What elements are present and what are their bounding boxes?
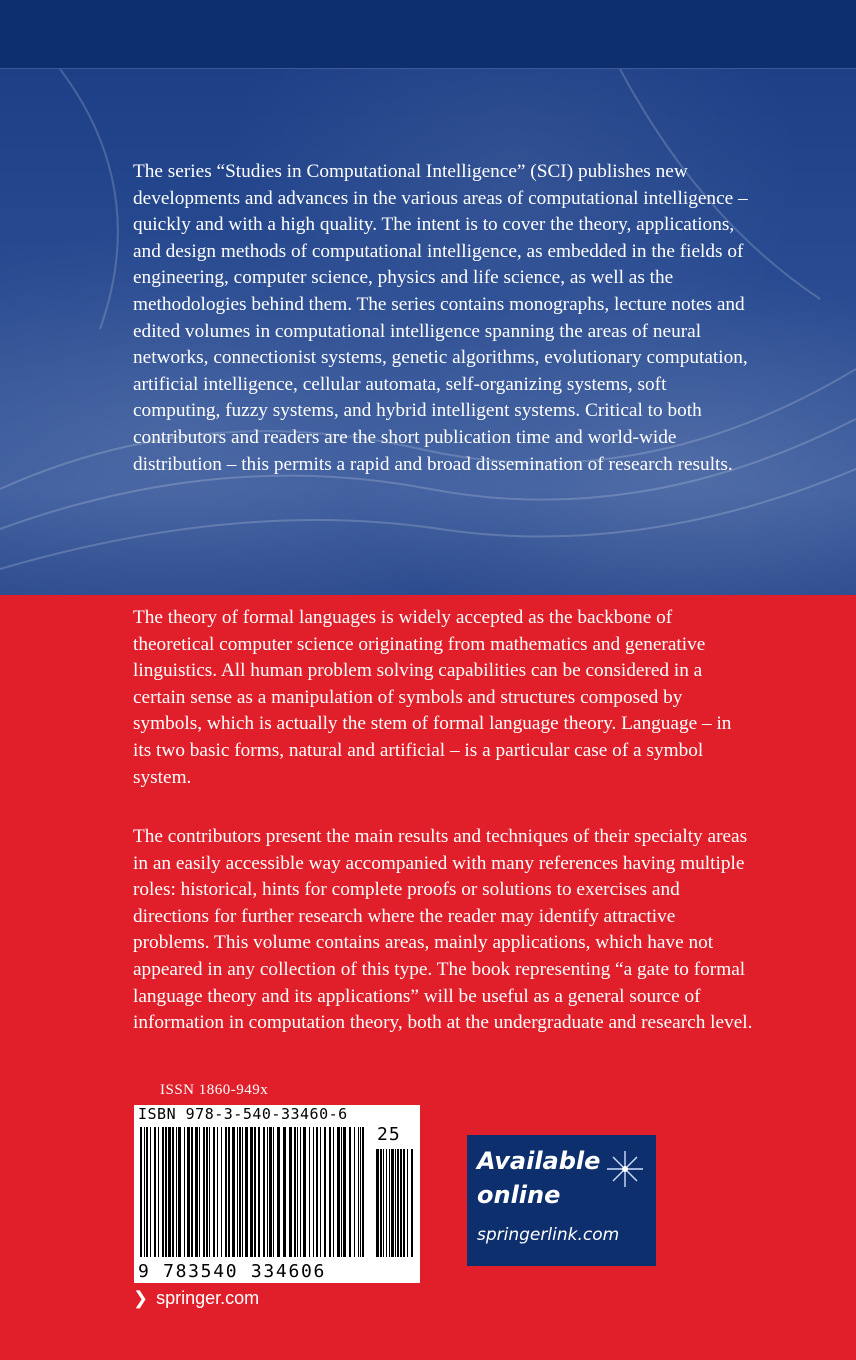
barcode-bar bbox=[250, 1127, 253, 1257]
barcode-bar bbox=[150, 1127, 151, 1257]
barcode-addon: 25 bbox=[377, 1124, 401, 1145]
barcode-bar bbox=[269, 1127, 272, 1257]
barcode-bar bbox=[329, 1127, 331, 1257]
isbn-barcode bbox=[134, 1105, 420, 1283]
badge-line-1: Available bbox=[477, 1147, 601, 1175]
barcode-bar bbox=[277, 1127, 280, 1257]
barcode-bar bbox=[303, 1127, 306, 1257]
issn-label: ISSN 1860-949x bbox=[160, 1082, 269, 1098]
barcode-bar bbox=[258, 1127, 260, 1257]
available-online-badge[interactable] bbox=[467, 1135, 656, 1266]
barcode-bar bbox=[358, 1127, 359, 1257]
barcode-addon-bar bbox=[403, 1149, 405, 1257]
series-panel bbox=[0, 68, 856, 596]
barcode-bar bbox=[294, 1127, 296, 1257]
barcode-addon-bar bbox=[391, 1149, 394, 1257]
barcode-bar bbox=[225, 1127, 227, 1257]
barcode-bar bbox=[324, 1127, 326, 1257]
barcode-bar bbox=[289, 1127, 292, 1257]
barcode-bar bbox=[354, 1127, 355, 1257]
book-description-paragraph-2: The contributors present the main results and techniques of their specialty areas in an easily accessible way accompanied with many references having multiple roles: historical, hints for complete proofs or solutions to exercises and directions for further research where the reader may identify attractive problems. This volume contains areas, mainly applications, which have not appeared in any collection of this type. The book representing “a gate to formal language theory and its applications” will be useful as a general source of information in computation theory, both at the undergraduate and research level. bbox=[133, 826, 753, 1034]
barcode-bar bbox=[209, 1127, 210, 1257]
barcode-bar bbox=[165, 1127, 167, 1257]
barcode-addon-bar bbox=[389, 1149, 390, 1257]
barcode-addon-bar bbox=[386, 1149, 387, 1257]
barcode-bar bbox=[360, 1127, 361, 1257]
barcode-bar bbox=[172, 1127, 174, 1257]
barcode-bar bbox=[144, 1127, 145, 1257]
barcode-bar bbox=[221, 1127, 222, 1257]
barcode-bar bbox=[349, 1127, 351, 1257]
barcode-bar bbox=[232, 1127, 235, 1257]
barcode-bar bbox=[184, 1127, 185, 1257]
barcode-bar bbox=[191, 1127, 193, 1257]
barcode-bar bbox=[178, 1127, 181, 1257]
barcode-bar bbox=[320, 1127, 321, 1257]
barcode-bar bbox=[337, 1127, 340, 1257]
barcode-bar bbox=[168, 1127, 171, 1257]
barcode-bar bbox=[213, 1127, 215, 1257]
barcode-bar bbox=[267, 1127, 268, 1257]
barcode-bar bbox=[242, 1127, 243, 1257]
barcode-bar bbox=[154, 1127, 156, 1257]
barcode-bar bbox=[162, 1127, 164, 1257]
barcode-addon-bar bbox=[380, 1149, 382, 1257]
barcode-bar bbox=[203, 1127, 205, 1257]
barcode-bar bbox=[245, 1127, 248, 1257]
barcode-addon-bar bbox=[395, 1149, 396, 1257]
barcode-addon-bar bbox=[400, 1149, 402, 1257]
barcode-addon-bar bbox=[397, 1149, 399, 1257]
barcode-addon-bar bbox=[407, 1149, 408, 1257]
top-band bbox=[0, 0, 856, 68]
barcode-bar bbox=[239, 1127, 241, 1257]
barcode-addon-bar bbox=[411, 1149, 413, 1257]
barcode-bar bbox=[309, 1127, 310, 1257]
barcode-bar bbox=[237, 1127, 238, 1257]
barcode-bar bbox=[283, 1127, 286, 1257]
barcode-addon-bar bbox=[376, 1149, 379, 1257]
barcode-bar bbox=[333, 1127, 334, 1257]
barcode-bar bbox=[254, 1127, 256, 1257]
badge-url: springerlink.com bbox=[477, 1225, 620, 1245]
barcode-bar bbox=[273, 1127, 274, 1257]
barcode-bar bbox=[362, 1127, 364, 1257]
badge-line-2: online bbox=[477, 1181, 561, 1209]
barcode-bar bbox=[341, 1127, 342, 1257]
ean-digits: 9 783540 334606 bbox=[138, 1261, 327, 1282]
barcode-bar bbox=[199, 1127, 200, 1257]
barcode-bar bbox=[158, 1127, 159, 1257]
barcode-bar bbox=[228, 1127, 230, 1257]
chevron-right-icon: ❯ bbox=[133, 1288, 149, 1308]
barcode-bar bbox=[297, 1127, 298, 1257]
barcode-bar bbox=[206, 1127, 208, 1257]
barcode-bar bbox=[187, 1127, 190, 1257]
barcode-bar bbox=[316, 1127, 318, 1257]
barcode-bar bbox=[140, 1127, 142, 1257]
barcode-bar bbox=[195, 1127, 198, 1257]
series-description: The series “Studies in Computational Intelligence” (SCI) publishes new developments and advances in the various areas of computational intelligence – quickly and with a high quality. The intent is to cover the theory, applications, and design methods of computational intelligence, as embedded in the fields of engineering, computer science, physics and life science, as well as the methodologies behind them. The series contains monographs, lecture notes and edited volumes in computational intelligence spanning the areas of neural networks, connectionist systems, genetic algorithms, evolutionary computation, artificial intelligence, cellular automata, self-organizing systems, soft computing, fuzzy systems, and hybrid intelligent systems. Critical to both contributors and readers are the short publication time and world-wide distribution – this permits a rapid and broad dissemination of research results. bbox=[133, 161, 748, 475]
barcode-bar bbox=[146, 1127, 148, 1257]
springer-link-label: springer.com bbox=[156, 1288, 260, 1308]
springer-link[interactable] bbox=[133, 1288, 259, 1309]
barcode-bar bbox=[263, 1127, 265, 1257]
isbn-text: ISBN 978-3-540-33460-6 bbox=[138, 1105, 348, 1123]
barcode-bars bbox=[134, 1127, 420, 1259]
barcode-bar bbox=[343, 1127, 346, 1257]
barcode-bar bbox=[300, 1127, 301, 1257]
sparkle-icon bbox=[605, 1149, 645, 1189]
book-description-paragraph-1: The theory of formal languages is widely accepted as the backbone of theoretical computer science originating from mathematics and generative linguistics. All human problem solving capabilities can be considered in a certain sense as a manipulation of symbols and structures composed by symbols, which is actually the stem of formal language theory. Language – in its two basic forms, natural and artificial – is a particular case of a symbol system. bbox=[133, 607, 732, 788]
barcode-bar bbox=[313, 1127, 314, 1257]
barcode-addon-bar bbox=[383, 1149, 384, 1257]
barcode-bar bbox=[176, 1127, 177, 1257]
barcode-bar bbox=[217, 1127, 218, 1257]
